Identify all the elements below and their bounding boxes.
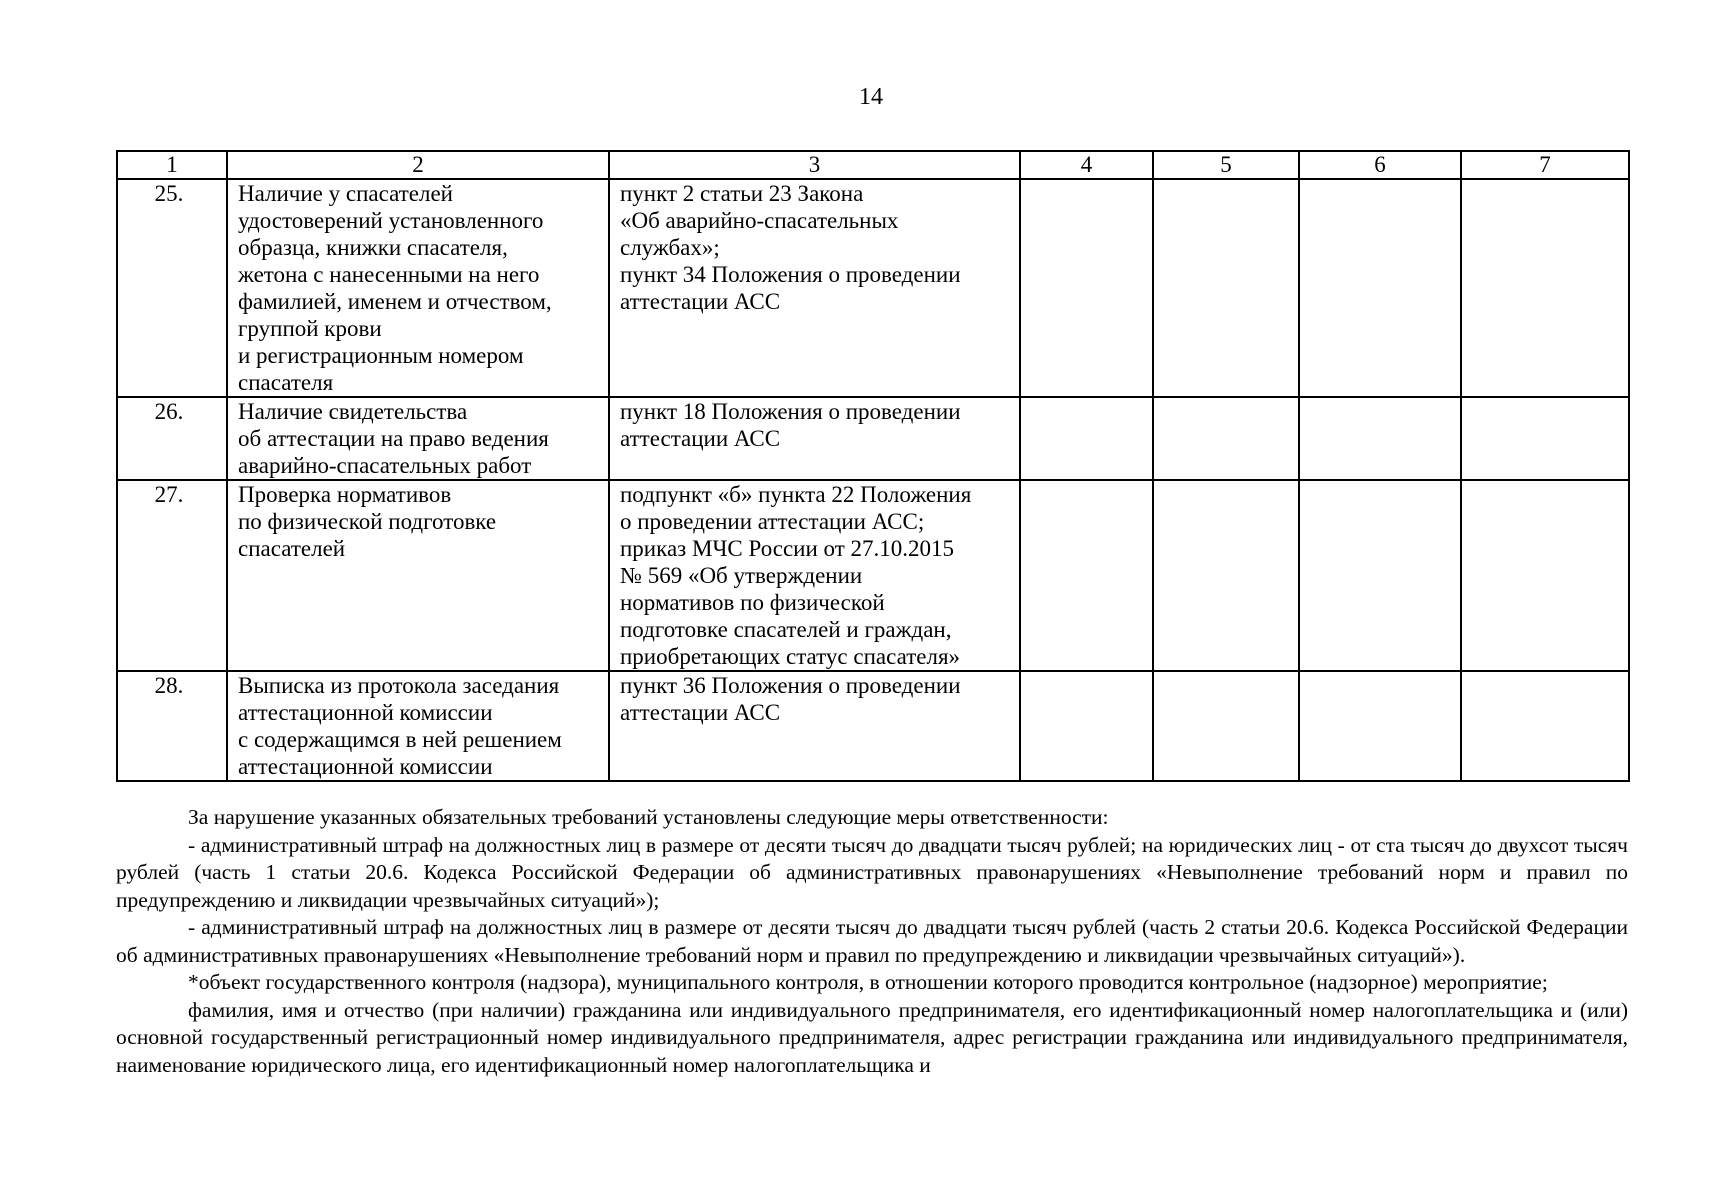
reference-cell [609,480,1020,671]
footnote-object: *объект государственного контроля (надзора), муниципального контроля, в отношении которого проводится контрольное (надзорное) мероприятие; [188,970,1548,994]
empty-cell-col-6 [1299,179,1461,397]
liability-intro: За нарушение указанных обязательных требований установлены следующие меры ответственности: [188,805,1109,829]
requirement-cell [227,480,609,671]
header-row [117,151,1629,179]
empty-cell-col-4 [1020,671,1153,781]
reference-line: № 569 «Об утверждении [620,563,863,588]
empty-cell-col-5 [1153,480,1299,671]
requirement-cell [227,671,609,781]
header-col-3: 3 [609,151,1020,179]
reference-line: пункт 36 Положения о проведении [620,673,961,698]
reference-line: подпункт «б» пункта 22 Положения [620,482,972,507]
requirement-line: аварийно-спасательных работ [238,453,532,478]
reference-line: подготовке спасателей и граждан, [620,617,952,642]
row-number: 27. [117,480,227,671]
requirement-line: группой крови [238,316,382,341]
reference-line: пункт 34 Положения о проведении [620,262,961,287]
reference-line: нормативов по физической [620,590,885,615]
reference-line: аттестации АСС [620,700,781,725]
header-col-7: 7 [1461,151,1629,179]
empty-cell-col-6 [1299,671,1461,781]
empty-cell-col-7 [1461,397,1629,480]
reference-line: аттестации АСС [620,426,781,451]
requirement-line: аттестационной комиссии [238,754,493,779]
table-row [117,480,1629,671]
empty-cell-col-7 [1461,179,1629,397]
requirement-line: фамилией, именем и отчеством, [238,289,552,314]
empty-cell-col-6 [1299,397,1461,480]
reference-line: приобретающих статус спасателя» [620,644,961,669]
reference-line: пункт 2 статьи 23 Закона [620,181,864,206]
empty-cell-col-4 [1020,480,1153,671]
empty-cell-col-7 [1461,671,1629,781]
reference-line: службах»; [620,235,720,260]
table-row [117,179,1629,397]
penalty-item-2: - административный штраф на должностных лиц в размере от десяти тысяч до двадцати тысяч рублей (часть 2 статьи 20.6. Кодекса Российской Федерации об административных правонарушениях «Невыполнение требований норм и правил по предупреждению и ликвидации чрезвычайных ситуаций»). [116,915,1628,967]
requirement-line: по физической подготовке [238,509,497,534]
row-number: 28. [117,671,227,781]
reference-cell [609,179,1020,397]
empty-cell-col-5 [1153,671,1299,781]
requirement-line: с содержащимся в ней решением [238,727,562,752]
reference-cell [609,397,1020,480]
reference-line: приказ МЧС России от 27.10.2015 [620,536,955,561]
penalty-item-1: - административный штраф на должностных лиц в размере от десяти тысяч до двадцати тысяч рублей; на юридических лиц - от ста тысяч до двухсот тысяч рублей (часть 1 статьи 20.6. Кодекса Российской Федерации об административных правонарушениях «Невыполнение требований норм и правил по предупреждению и ликвидации чрезвычайных ситуаций»); [116,832,1628,912]
reference-line: о проведении аттестации АСС; [620,509,925,534]
requirement-line: образца, книжки спасателя, [238,235,508,260]
empty-cell-col-4 [1020,397,1153,480]
requirement-line: Проверка нормативов [238,482,452,507]
footnote-identity: фамилия, имя и отчество (при наличии) гражданина или индивидуального предпринимателя, его идентификационный номер налогоплательщика и (или) основной государственный регистрационный номер индивидуального предпринимателя, адрес регистрации гражданина или индивидуального предпринимателя, наименование юридического лица, его идентификационный номер налогоплательщика и [116,997,1628,1077]
row-number: 25. [117,179,227,397]
requirement-cell [227,397,609,480]
empty-cell-col-4 [1020,179,1153,397]
requirement-cell [227,179,609,397]
reference-cell [609,671,1020,781]
page-number: 14 [859,84,883,110]
table-row [117,671,1629,781]
row-number: 26. [117,397,227,480]
requirement-line: Выписка из протокола заседания [238,673,560,698]
requirement-line: аттестационной комиссии [238,700,493,725]
header-col-5: 5 [1153,151,1299,179]
header-col-2: 2 [227,151,609,179]
requirement-line: жетона с нанесенными на него [238,262,540,287]
header-col-1: 1 [117,151,227,179]
header-col-6: 6 [1299,151,1461,179]
empty-cell-col-5 [1153,397,1299,480]
requirement-line: об аттестации на право ведения [238,426,549,451]
liability-notes [116,804,1628,1079]
requirement-line: спасателей [238,536,346,561]
table-body [117,179,1629,781]
table-row [117,397,1629,480]
table-header [117,151,1629,179]
reference-line: пункт 18 Положения о проведении [620,399,961,424]
requirement-line: и регистрационным номером [238,343,524,368]
requirement-line: Наличие у спасателей [238,181,453,206]
reference-line: аттестации АСС [620,289,781,314]
empty-cell-col-7 [1461,480,1629,671]
reference-line: «Об аварийно-спасательных [620,208,899,233]
requirement-line: Наличие свидетельства [238,399,468,424]
requirements-table [116,150,1630,782]
requirement-line: удостоверений установленного [238,208,544,233]
empty-cell-col-6 [1299,480,1461,671]
empty-cell-col-5 [1153,179,1299,397]
requirement-line: спасателя [238,370,334,395]
header-col-4: 4 [1020,151,1153,179]
